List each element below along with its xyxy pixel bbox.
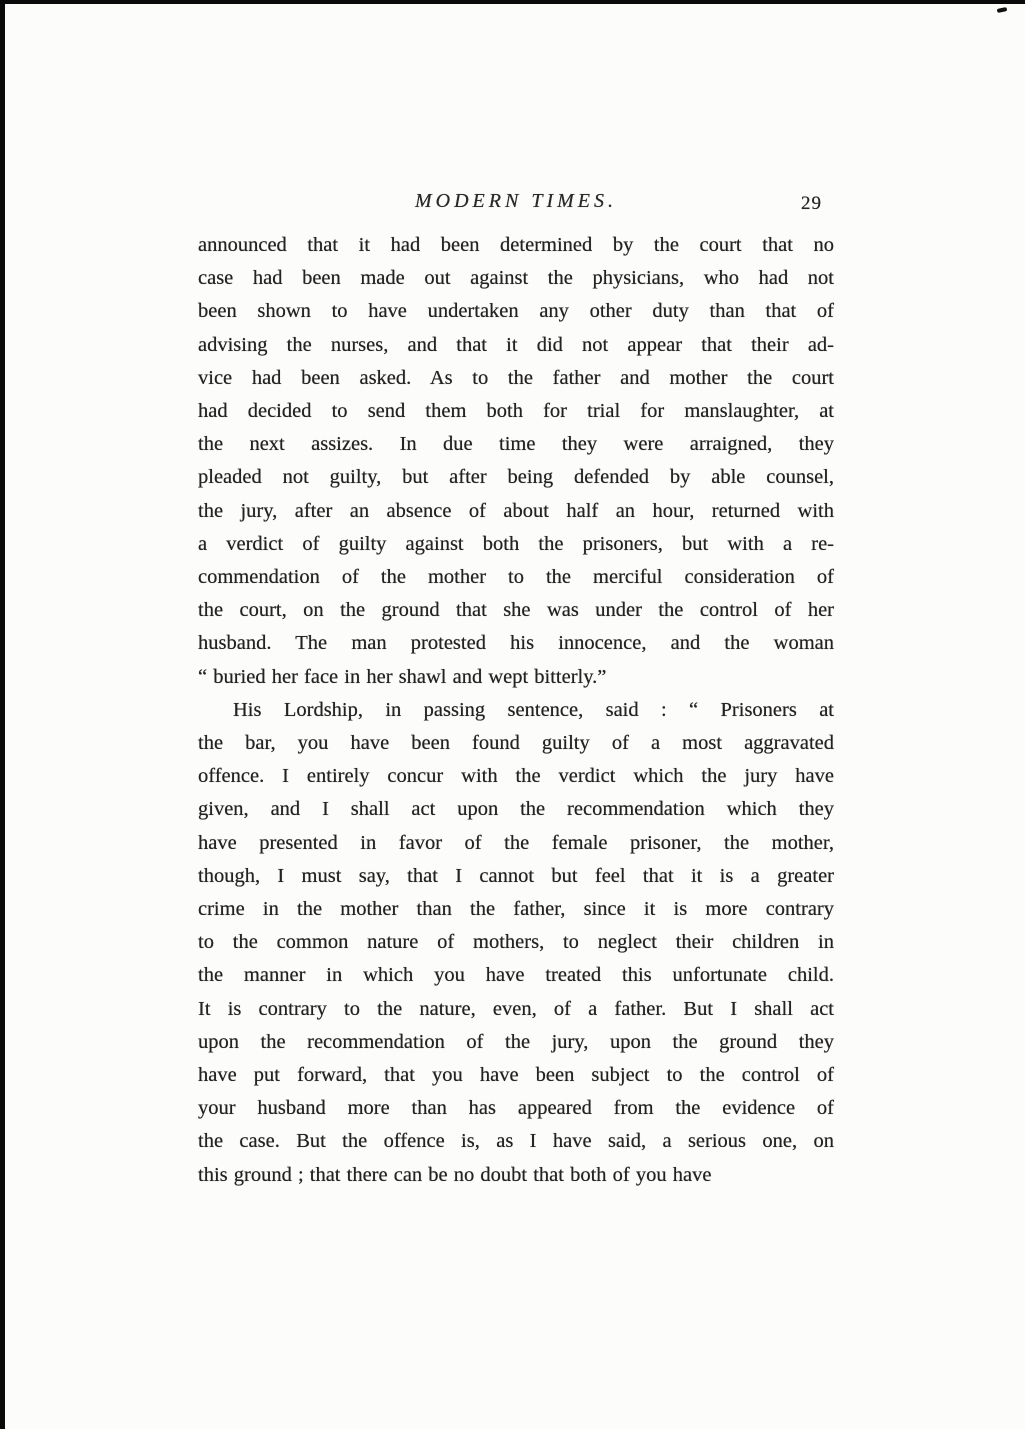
text-line: “ buried her face in her shawl and wept bitterly.”: [198, 665, 607, 688]
text-line: the court, on the ground that she was under the control of her: [198, 599, 834, 622]
text-line: announced that it had been determined by the court that no: [198, 234, 834, 256]
text-line: though, I must say, that I cannot but feel that it is a greater: [198, 864, 834, 887]
text-line: case had been made out against the physicians, who had not: [198, 267, 834, 290]
text-line: your husband more than has appeared from the evidence of: [198, 1097, 834, 1120]
text-line: had decided to send them both for trial for manslaughter, at: [198, 400, 834, 423]
text-line: husband. The man protested his innocence, and the woman: [198, 632, 834, 655]
text-line: His Lordship, in passing sentence, said : “ Prisoners at: [233, 698, 834, 721]
text-line: the case. But the offence is, as I have said, a serious one, on: [198, 1130, 834, 1153]
text-line: been shown to have undertaken any other duty than that of: [198, 300, 834, 323]
text-line: crime in the mother than the father, since it is more contrary: [198, 898, 834, 921]
text-line: advising the nurses, and that it did not appear that their ad-: [198, 333, 834, 356]
running-header: [198, 190, 834, 220]
text-line: the next assizes. In due time they were arraigned, they: [198, 433, 834, 456]
text-line: to the common nature of mothers, to neglect their children in: [198, 931, 834, 954]
text-line: the bar, you have been found guilty of a most aggravated: [198, 732, 834, 755]
text-line: the jury, after an absence of about half an hour, returned with: [198, 499, 834, 522]
text-line: given, and I shall act upon the recommendation which they: [198, 798, 834, 821]
text-line: upon the recommendation of the jury, upon the ground they: [198, 1030, 834, 1053]
page-number: 29: [801, 193, 822, 214]
scan-speck: [997, 7, 1008, 13]
text-line: have presented in favor of the female prisoner, the mother,: [198, 831, 834, 854]
scan-edge-left: [0, 0, 5, 1429]
header-title: MODERN TIMES.: [415, 190, 617, 212]
text-line: this ground ; that there can be no doubt that both of you have: [198, 1163, 712, 1186]
text-line: commendation of the mother to the merciful consideration of: [198, 566, 834, 589]
text-line: pleaded not guilty, but after being defended by able counsel,: [198, 466, 834, 489]
scan-edge-top: [0, 0, 1025, 4]
text-line: a verdict of guilty against both the prisoners, but with a re-: [198, 532, 834, 555]
text-line: It is contrary to the nature, even, of a father. But I shall act: [198, 997, 834, 1020]
text-line: have put forward, that you have been subject to the control of: [198, 1064, 834, 1087]
text-line: the manner in which you have treated this unfortunate child.: [198, 964, 834, 987]
body-text: [198, 229, 834, 1192]
text-line: vice had been asked. As to the father and mother the court: [198, 366, 834, 389]
text-line: offence. I entirely concur with the verdict which the jury have: [198, 765, 834, 788]
